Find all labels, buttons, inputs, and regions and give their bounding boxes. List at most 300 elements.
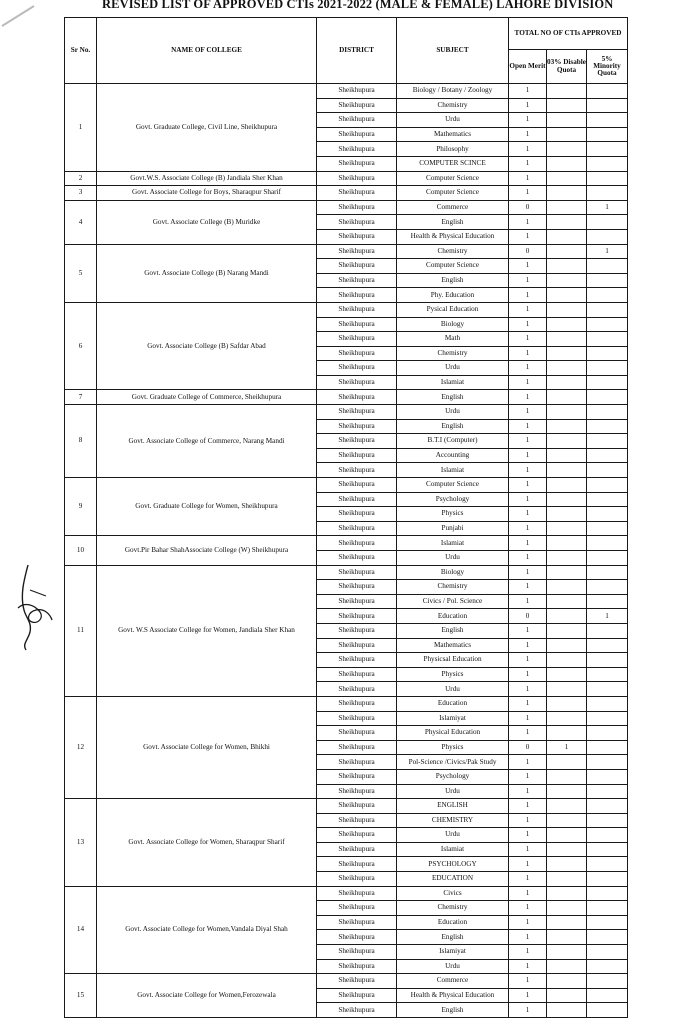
minority-quota-cell: [587, 1003, 628, 1018]
district-cell: Sheikhupura: [317, 915, 397, 930]
subject-cell: Physics: [397, 667, 509, 682]
open-merit-cell: 1: [509, 142, 547, 157]
district-cell: Sheikhupura: [317, 769, 397, 784]
district-cell: Sheikhupura: [317, 346, 397, 361]
open-merit-cell: 1: [509, 769, 547, 784]
open-merit-cell: 1: [509, 784, 547, 799]
disable-quota-cell: [547, 726, 587, 741]
minority-quota-cell: [587, 682, 628, 697]
college-name-cell: Govt. Graduate College for Women, Sheikhupura: [97, 478, 317, 536]
subject-cell: Philosophy: [397, 142, 509, 157]
disable-quota-cell: [547, 842, 587, 857]
subject-cell: Civics: [397, 886, 509, 901]
header-disable-quota: 03% Disable Quota: [547, 50, 587, 84]
minority-quota-cell: [587, 988, 628, 1003]
disable-quota-cell: [547, 988, 587, 1003]
subject-cell: Physical Education: [397, 726, 509, 741]
subject-cell: PSYCHOLOGY: [397, 857, 509, 872]
district-cell: Sheikhupura: [317, 551, 397, 566]
disable-quota-cell: [547, 229, 587, 244]
open-merit-cell: 1: [509, 886, 547, 901]
table-body: [65, 84, 628, 1018]
district-cell: Sheikhupura: [317, 638, 397, 653]
open-merit-cell: 1: [509, 215, 547, 230]
sr-no-cell: 14: [65, 886, 97, 974]
subject-cell: Accounting: [397, 448, 509, 463]
disable-quota-cell: [547, 390, 587, 405]
district-cell: Sheikhupura: [317, 1003, 397, 1018]
open-merit-cell: 1: [509, 682, 547, 697]
district-cell: Sheikhupura: [317, 390, 397, 405]
minority-quota-cell: [587, 784, 628, 799]
open-merit-cell: 1: [509, 156, 547, 171]
district-cell: Sheikhupura: [317, 726, 397, 741]
subject-cell: COMPUTER SCINCE: [397, 156, 509, 171]
disable-quota-cell: [547, 799, 587, 814]
disable-quota-cell: [547, 186, 587, 201]
open-merit-cell: 1: [509, 594, 547, 609]
subject-cell: CHEMISTRY: [397, 813, 509, 828]
subject-cell: Islamiat: [397, 375, 509, 390]
subject-cell: Chemistry: [397, 98, 509, 113]
minority-quota-cell: [587, 623, 628, 638]
header-college: NAME OF COLLEGE: [97, 18, 317, 84]
minority-quota-cell: 1: [587, 244, 628, 259]
open-merit-cell: 1: [509, 98, 547, 113]
disable-quota-cell: [547, 1003, 587, 1018]
open-merit-cell: 1: [509, 872, 547, 887]
minority-quota-cell: [587, 974, 628, 989]
disable-quota-cell: [547, 127, 587, 142]
disable-quota-cell: [547, 974, 587, 989]
district-cell: Sheikhupura: [317, 784, 397, 799]
open-merit-cell: 1: [509, 988, 547, 1003]
minority-quota-cell: 1: [587, 609, 628, 624]
subject-cell: Education: [397, 915, 509, 930]
open-merit-cell: 1: [509, 696, 547, 711]
disable-quota-cell: 1: [547, 740, 587, 755]
open-merit-cell: 1: [509, 171, 547, 186]
sr-no-cell: 3: [65, 186, 97, 201]
open-merit-cell: 1: [509, 974, 547, 989]
open-merit-cell: 1: [509, 828, 547, 843]
minority-quota-cell: [587, 959, 628, 974]
disable-quota-cell: [547, 434, 587, 449]
minority-quota-cell: [587, 463, 628, 478]
header-open-merit: Open Merit: [509, 50, 547, 84]
open-merit-cell: 1: [509, 375, 547, 390]
minority-quota-cell: [587, 84, 628, 99]
subject-cell: Islamiat: [397, 842, 509, 857]
minority-quota-cell: [587, 857, 628, 872]
subject-cell: B.T.I (Computer): [397, 434, 509, 449]
signature-mark: [10, 560, 60, 655]
subject-cell: Civics / Pol. Science: [397, 594, 509, 609]
subject-cell: Islamiyat: [397, 945, 509, 960]
open-merit-cell: 1: [509, 536, 547, 551]
open-merit-cell: 1: [509, 259, 547, 274]
minority-quota-cell: [587, 229, 628, 244]
header-subject: SUBJECT: [397, 18, 509, 84]
open-merit-cell: 1: [509, 492, 547, 507]
open-merit-cell: 1: [509, 478, 547, 493]
minority-quota-cell: [587, 565, 628, 580]
subject-cell: Pysical Education: [397, 302, 509, 317]
minority-quota-cell: [587, 113, 628, 128]
minority-quota-cell: [587, 127, 628, 142]
disable-quota-cell: [547, 405, 587, 420]
disable-quota-cell: [547, 346, 587, 361]
minority-quota-cell: [587, 434, 628, 449]
disable-quota-cell: [547, 653, 587, 668]
minority-quota-cell: [587, 142, 628, 157]
open-merit-cell: 1: [509, 915, 547, 930]
minority-quota-cell: [587, 215, 628, 230]
subject-cell: Physics: [397, 740, 509, 755]
table-row: [65, 84, 628, 99]
open-merit-cell: 1: [509, 799, 547, 814]
subject-cell: Health & Physical Education: [397, 229, 509, 244]
district-cell: Sheikhupura: [317, 828, 397, 843]
disable-quota-cell: [547, 273, 587, 288]
subject-cell: English: [397, 390, 509, 405]
minority-quota-cell: [587, 405, 628, 420]
disable-quota-cell: [547, 492, 587, 507]
district-cell: Sheikhupura: [317, 594, 397, 609]
minority-quota-cell: [587, 813, 628, 828]
subject-cell: English: [397, 419, 509, 434]
minority-quota-cell: [587, 419, 628, 434]
subject-cell: Urdu: [397, 361, 509, 376]
subject-cell: English: [397, 273, 509, 288]
table-row: [65, 536, 628, 551]
disable-quota-cell: [547, 551, 587, 566]
district-cell: Sheikhupura: [317, 536, 397, 551]
open-merit-cell: 1: [509, 653, 547, 668]
district-cell: Sheikhupura: [317, 405, 397, 420]
table-row: [65, 390, 628, 405]
subject-cell: Chemistry: [397, 901, 509, 916]
subject-cell: English: [397, 1003, 509, 1018]
minority-quota-cell: [587, 259, 628, 274]
subject-cell: Commerce: [397, 200, 509, 215]
disable-quota-cell: [547, 215, 587, 230]
sr-no-cell: 10: [65, 536, 97, 565]
open-merit-cell: 1: [509, 755, 547, 770]
subject-cell: Islamiat: [397, 536, 509, 551]
open-merit-cell: 1: [509, 113, 547, 128]
minority-quota-cell: [587, 551, 628, 566]
open-merit-cell: 0: [509, 740, 547, 755]
district-cell: Sheikhupura: [317, 361, 397, 376]
district-cell: Sheikhupura: [317, 215, 397, 230]
open-merit-cell: 1: [509, 361, 547, 376]
subject-cell: Physicsal Education: [397, 653, 509, 668]
subject-cell: English: [397, 215, 509, 230]
district-cell: Sheikhupura: [317, 142, 397, 157]
open-merit-cell: 1: [509, 84, 547, 99]
district-cell: Sheikhupura: [317, 448, 397, 463]
minority-quota-cell: [587, 448, 628, 463]
district-cell: Sheikhupura: [317, 959, 397, 974]
district-cell: Sheikhupura: [317, 988, 397, 1003]
subject-cell: Mathematics: [397, 127, 509, 142]
table-row: [65, 565, 628, 580]
open-merit-cell: 1: [509, 317, 547, 332]
minority-quota-cell: [587, 273, 628, 288]
minority-quota-cell: [587, 799, 628, 814]
minority-quota-cell: [587, 726, 628, 741]
table-row: [65, 186, 628, 201]
sr-no-cell: 12: [65, 696, 97, 798]
disable-quota-cell: [547, 769, 587, 784]
district-cell: Sheikhupura: [317, 229, 397, 244]
disable-quota-cell: [547, 565, 587, 580]
minority-quota-cell: [587, 375, 628, 390]
open-merit-cell: 1: [509, 565, 547, 580]
disable-quota-cell: [547, 200, 587, 215]
subject-cell: Islamiyat: [397, 711, 509, 726]
subject-cell: Urdu: [397, 551, 509, 566]
open-merit-cell: 1: [509, 390, 547, 405]
disable-quota-cell: [547, 521, 587, 536]
approved-ctis-table: [64, 17, 628, 1018]
district-cell: Sheikhupura: [317, 171, 397, 186]
college-name-cell: Govt.W.S. Associate College (B) Jandiala Sher Khan: [97, 171, 317, 186]
disable-quota-cell: [547, 142, 587, 157]
open-merit-cell: 0: [509, 244, 547, 259]
minority-quota-cell: [587, 521, 628, 536]
scan-mark: [0, 0, 40, 30]
district-cell: Sheikhupura: [317, 332, 397, 347]
district-cell: Sheikhupura: [317, 696, 397, 711]
subject-cell: Urdu: [397, 405, 509, 420]
subject-cell: Psychology: [397, 769, 509, 784]
district-cell: Sheikhupura: [317, 653, 397, 668]
open-merit-cell: 1: [509, 332, 547, 347]
subject-cell: Pol-Science /Civics/Pak Study: [397, 755, 509, 770]
subject-cell: Urdu: [397, 828, 509, 843]
subject-cell: Psychology: [397, 492, 509, 507]
open-merit-cell: 1: [509, 448, 547, 463]
open-merit-cell: 1: [509, 667, 547, 682]
subject-cell: Urdu: [397, 113, 509, 128]
disable-quota-cell: [547, 84, 587, 99]
minority-quota-cell: [587, 171, 628, 186]
disable-quota-cell: [547, 98, 587, 113]
college-name-cell: Govt. Associate College (B) Muridke: [97, 200, 317, 244]
district-cell: Sheikhupura: [317, 565, 397, 580]
district-cell: Sheikhupura: [317, 492, 397, 507]
subject-cell: Education: [397, 696, 509, 711]
minority-quota-cell: [587, 711, 628, 726]
minority-quota-cell: [587, 288, 628, 303]
subject-cell: Computer Science: [397, 478, 509, 493]
disable-quota-cell: [547, 375, 587, 390]
college-name-cell: Govt. W.S Associate College for Women, Jandiala Sher Khan: [97, 565, 317, 696]
minority-quota-cell: [587, 478, 628, 493]
document-title: REVISED LIST OF APPROVED CTIs 2021-2022 (MALE & FEMALE) LAHORE DIVISION: [102, 0, 614, 11]
open-merit-cell: 1: [509, 857, 547, 872]
disable-quota-cell: [547, 536, 587, 551]
disable-quota-cell: [547, 317, 587, 332]
open-merit-cell: 1: [509, 127, 547, 142]
sr-no-cell: 9: [65, 478, 97, 536]
disable-quota-cell: [547, 872, 587, 887]
sr-no-cell: 7: [65, 390, 97, 405]
disable-quota-cell: [547, 288, 587, 303]
minority-quota-cell: 1: [587, 200, 628, 215]
open-merit-cell: 1: [509, 551, 547, 566]
subject-cell: Commerce: [397, 974, 509, 989]
disable-quota-cell: [547, 755, 587, 770]
sr-no-cell: 2: [65, 171, 97, 186]
district-cell: Sheikhupura: [317, 872, 397, 887]
subject-cell: Phy. Education: [397, 288, 509, 303]
subject-cell: Health & Physical Education: [397, 988, 509, 1003]
college-name-cell: Govt. Associate College for Boys, Sharaqpur Sharif: [97, 186, 317, 201]
open-merit-cell: 1: [509, 711, 547, 726]
district-cell: Sheikhupura: [317, 244, 397, 259]
table-row: [65, 244, 628, 259]
sr-no-cell: 6: [65, 302, 97, 390]
minority-quota-cell: [587, 98, 628, 113]
open-merit-cell: 1: [509, 1003, 547, 1018]
district-cell: Sheikhupura: [317, 507, 397, 522]
subject-cell: Urdu: [397, 959, 509, 974]
college-name-cell: Govt. Associate College for Women, Sharaqpur Sharif: [97, 799, 317, 887]
minority-quota-cell: [587, 755, 628, 770]
open-merit-cell: 1: [509, 346, 547, 361]
header-sr-no: Sr No.: [65, 18, 97, 84]
subject-cell: Computer Science: [397, 186, 509, 201]
minority-quota-cell: [587, 769, 628, 784]
minority-quota-cell: [587, 930, 628, 945]
district-cell: Sheikhupura: [317, 901, 397, 916]
disable-quota-cell: [547, 244, 587, 259]
disable-quota-cell: [547, 507, 587, 522]
minority-quota-cell: [587, 594, 628, 609]
college-name-cell: Govt.Pir Bahar ShahAssociate College (W) Sheikhupura: [97, 536, 317, 565]
table-row: [65, 696, 628, 711]
open-merit-cell: 1: [509, 507, 547, 522]
minority-quota-cell: [587, 156, 628, 171]
disable-quota-cell: [547, 609, 587, 624]
open-merit-cell: 1: [509, 623, 547, 638]
district-cell: Sheikhupura: [317, 463, 397, 478]
table-row: [65, 302, 628, 317]
subject-cell: Biology / Botany / Zoology: [397, 84, 509, 99]
sr-no-cell: 5: [65, 244, 97, 302]
subject-cell: Education: [397, 609, 509, 624]
disable-quota-cell: [547, 259, 587, 274]
district-cell: Sheikhupura: [317, 623, 397, 638]
table-row: [65, 171, 628, 186]
minority-quota-cell: [587, 638, 628, 653]
sr-no-cell: 4: [65, 200, 97, 244]
minority-quota-cell: [587, 667, 628, 682]
sr-no-cell: 15: [65, 974, 97, 1018]
district-cell: Sheikhupura: [317, 813, 397, 828]
disable-quota-cell: [547, 711, 587, 726]
disable-quota-cell: [547, 696, 587, 711]
open-merit-cell: 1: [509, 638, 547, 653]
disable-quota-cell: [547, 667, 587, 682]
disable-quota-cell: [547, 302, 587, 317]
minority-quota-cell: [587, 580, 628, 595]
disable-quota-cell: [547, 857, 587, 872]
open-merit-cell: 1: [509, 273, 547, 288]
district-cell: Sheikhupura: [317, 375, 397, 390]
minority-quota-cell: [587, 390, 628, 405]
disable-quota-cell: [547, 959, 587, 974]
disable-quota-cell: [547, 638, 587, 653]
district-cell: Sheikhupura: [317, 521, 397, 536]
district-cell: Sheikhupura: [317, 156, 397, 171]
district-cell: Sheikhupura: [317, 113, 397, 128]
minority-quota-cell: [587, 536, 628, 551]
minority-quota-cell: [587, 346, 628, 361]
table-row: [65, 886, 628, 901]
district-cell: Sheikhupura: [317, 799, 397, 814]
minority-quota-cell: [587, 915, 628, 930]
minority-quota-cell: [587, 872, 628, 887]
district-cell: Sheikhupura: [317, 711, 397, 726]
open-merit-cell: 1: [509, 463, 547, 478]
district-cell: Sheikhupura: [317, 84, 397, 99]
district-cell: Sheikhupura: [317, 419, 397, 434]
table-row: [65, 799, 628, 814]
district-cell: Sheikhupura: [317, 886, 397, 901]
disable-quota-cell: [547, 784, 587, 799]
district-cell: Sheikhupura: [317, 127, 397, 142]
subject-cell: ENGLISH: [397, 799, 509, 814]
district-cell: Sheikhupura: [317, 200, 397, 215]
table-row: [65, 200, 628, 215]
minority-quota-cell: [587, 317, 628, 332]
open-merit-cell: 1: [509, 959, 547, 974]
disable-quota-cell: [547, 448, 587, 463]
subject-cell: Computer Science: [397, 259, 509, 274]
sr-no-cell: 8: [65, 405, 97, 478]
disable-quota-cell: [547, 332, 587, 347]
disable-quota-cell: [547, 682, 587, 697]
disable-quota-cell: [547, 478, 587, 493]
open-merit-cell: 1: [509, 186, 547, 201]
minority-quota-cell: [587, 653, 628, 668]
open-merit-cell: 1: [509, 813, 547, 828]
disable-quota-cell: [547, 930, 587, 945]
district-cell: Sheikhupura: [317, 842, 397, 857]
header-total-ctis: TOTAL NO OF CTIs APPROVED: [509, 18, 628, 50]
district-cell: Sheikhupura: [317, 740, 397, 755]
disable-quota-cell: [547, 945, 587, 960]
district-cell: Sheikhupura: [317, 974, 397, 989]
district-cell: Sheikhupura: [317, 98, 397, 113]
disable-quota-cell: [547, 463, 587, 478]
disable-quota-cell: [547, 901, 587, 916]
subject-cell: Urdu: [397, 784, 509, 799]
college-name-cell: Govt. Associate College (B) Safdar Abad: [97, 302, 317, 390]
disable-quota-cell: [547, 580, 587, 595]
minority-quota-cell: [587, 842, 628, 857]
subject-cell: Math: [397, 332, 509, 347]
subject-cell: English: [397, 623, 509, 638]
disable-quota-cell: [547, 113, 587, 128]
subject-cell: Biology: [397, 565, 509, 580]
open-merit-cell: 1: [509, 901, 547, 916]
district-cell: Sheikhupura: [317, 682, 397, 697]
